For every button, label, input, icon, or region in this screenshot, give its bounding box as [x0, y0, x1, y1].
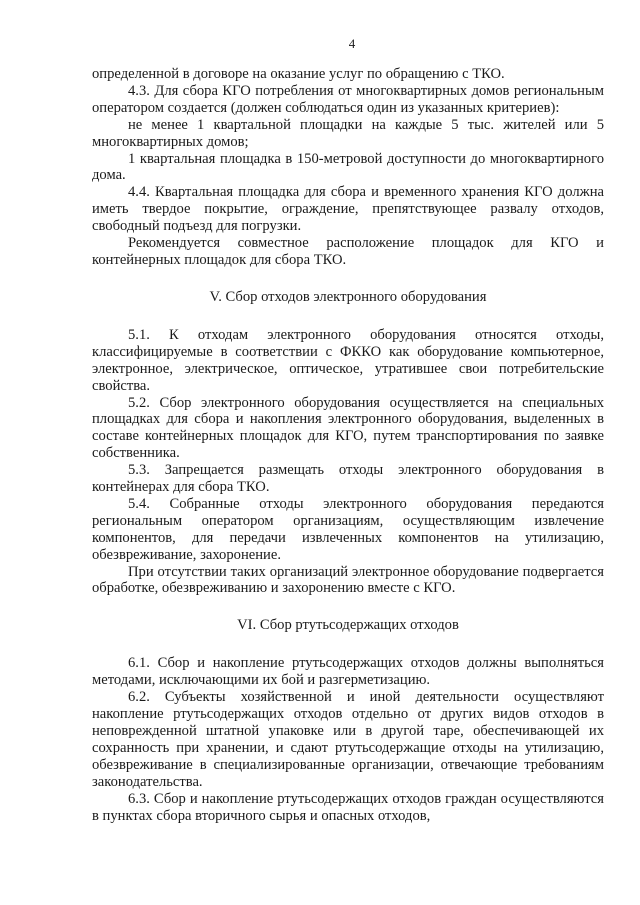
paragraph-5-2: 5.2. Сбор электронного оборудования осуществляется на специальных площадках для сбора и накопления электронного оборудования, выделенных в составе контейнерных площадок для КГО, путем транспортирования по заявке собственника. [92, 394, 604, 462]
paragraph-6-1: 6.1. Сбор и накопление ртутьсодержащих отходов должны выполняться методами, исключающими их бой и разгерметизацию. [92, 655, 604, 689]
paragraph-4-3: 4.3. Для сбора КГО потребления от многоквартирных домов региональным оператором создается (должен соблюдаться один из указанных критериев): [92, 82, 604, 116]
paragraph-6-3: 6.3. Сбор и накопление ртутьсодержащих отходов граждан осуществляются в пунктах сбора вторичного сырья и опасных отходов, [92, 790, 604, 824]
paragraph-5-1: 5.1. К отходам электронного оборудования относятся отходы, классифицируемые в соответствии с ФККО как оборудование компьютерное, электронное, электрическое, оптическое, утратившее свои потребительские свойства. [92, 326, 604, 394]
paragraph-continuation: определенной в договоре на оказание услуг по обращению с ТКО. [92, 66, 505, 82]
section-6-heading: VI. Сбор ртутьсодержащих отходов [237, 617, 459, 634]
paragraph-4-4: 4.4. Квартальная площадка для сбора и временного хранения КГО должна иметь твердое покрытие, ограждение, препятствующее развалу отходов, свободный подъезд для погрузки. [92, 184, 604, 235]
paragraph-6-2: 6.2. Субъекты хозяйственной и иной деятельности осуществляют накопление ртутьсодержащих отходов отдельно от других видов отходов в неповрежденной штатной упаковке или в другой таре, обеспечивающей их сохранность при хранении, и сдают ртутьсодержащие отходы на утилизацию, обезвреживание в специализированные организации, отвечающие требованиям законодательства. [92, 689, 604, 790]
paragraph-recommendation: Рекомендуется совместное расположение площадок для КГО и контейнерных площадок для сбора ТКО. [92, 235, 604, 268]
paragraph-absence: При отсутствии таких организаций электронное оборудование подвергается обработке, обезвреживанию и захоронению вместе с КГО. [92, 563, 604, 597]
page-number: 4 [348, 36, 356, 51]
paragraph-5-3: 5.3. Запрещается размещать отходы электронного оборудования в контейнерах для сбора ТКО. [92, 462, 604, 496]
paragraph-5-4: 5.4. Собранные отходы электронного оборудования передаются региональным оператором организациям, осуществляющим извлечение компонентов, для передачи извлеченных компонентов на утилизацию, обезвреживание, захоронение. [92, 495, 604, 563]
paragraph-criterion-2: 1 квартальная площадка в 150-метровой доступности до многоквартирного дома. [92, 150, 604, 184]
paragraph-criterion-1: не менее 1 квартальной площадки на каждые 5 тыс. жителей или 5 многоквартирных домов; [92, 116, 604, 150]
section-5-heading: V. Сбор отходов электронного оборудования [209, 288, 487, 305]
